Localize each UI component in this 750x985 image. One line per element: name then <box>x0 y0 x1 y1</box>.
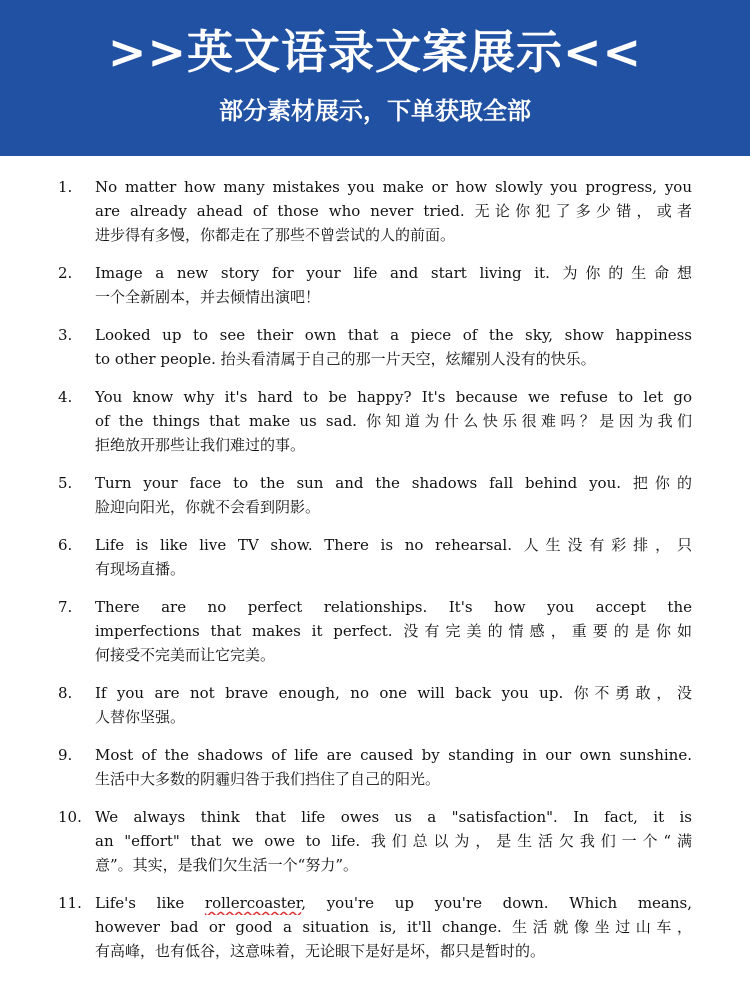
text-line: 有高峰，也有低谷，这意味着，无论眼下是好是坏，都只是暂时的。 <box>95 942 546 960</box>
text-line: We always think that life owes us a "satisfaction". In fact, it is <box>95 808 692 826</box>
text-line: 何接受不完美而让它完美。 <box>95 646 276 664</box>
list-item <box>0 805 750 877</box>
text-segment: Life's like <box>95 894 205 912</box>
text-line: 脸迎向阳光，你就不会看到阴影。 <box>95 498 321 516</box>
list-item <box>0 533 750 581</box>
item-number: 7. <box>58 598 73 616</box>
item-text <box>95 471 692 519</box>
list-item <box>0 595 750 667</box>
text-line: Image a new story for your life and start living it. 为你的生命想 <box>95 264 692 282</box>
item-number: 10. <box>58 808 82 826</box>
item-number: 6. <box>58 536 73 554</box>
item-text <box>95 385 692 457</box>
item-text <box>95 595 692 667</box>
text-line: Life is like live TV show. There is no rehearsal. 人生没有彩排，只 <box>95 536 692 554</box>
item-text <box>95 175 692 247</box>
item-number: 3. <box>58 326 73 344</box>
list-item <box>0 681 750 729</box>
quote-list <box>0 175 750 977</box>
text-line: 进步得有多慢，你都走在了那些不曾尝试的人的前面。 <box>95 226 456 244</box>
text-line: 拒绝放开那些让我们难过的事。 <box>95 436 306 454</box>
list-item <box>0 471 750 519</box>
list-item <box>0 323 750 371</box>
text-line: Looked up to see their own that a piece of the sky, show happiness <box>95 326 692 344</box>
item-text <box>95 805 692 877</box>
page-subtitle: 部分素材展示，下单获取全部 <box>219 97 531 125</box>
item-text <box>95 891 692 963</box>
text-line: 有现场直播。 <box>95 560 186 578</box>
text-line: however bad or good a situation is, it'll change. 生活就像坐过山车， <box>95 918 692 936</box>
text-line: You know why it's hard to be happy? It's because we refuse to let go <box>95 388 692 406</box>
text-line: to other people. 抬头看清属于自己的那一片天空，炫耀别人没有的快乐。 <box>95 350 596 368</box>
text-line: an "effort" that we owe to life. 我们总以为，是生活欠我们一个“满 <box>95 832 692 850</box>
page-title: >>英文语录文案展示<< <box>107 25 643 79</box>
text-line: 人替你坚强。 <box>95 708 186 726</box>
text-line: If you are not brave enough, no one will back you up. 你不勇敢，没 <box>95 684 692 702</box>
item-text <box>95 743 692 791</box>
text-line: No matter how many mistakes you make or how slowly you progress, you <box>95 178 692 196</box>
text-line: Turn your face to the sun and the shadows fall behind you. 把你的 <box>95 474 692 492</box>
text-line: 生活中大多数的阴霾归咎于我们挡住了自己的阳光。 <box>95 770 441 788</box>
item-text <box>95 681 692 729</box>
text-segment: , you're up you're down. Which means, <box>301 894 692 912</box>
text-line: 一个全新剧本，并去倾情出演吧！ <box>95 288 321 306</box>
text-line: are already ahead of those who never tried. 无论你犯了多少错，或者 <box>95 202 692 220</box>
text-line: imperfections that makes it perfect. 没有完美的情感，重要的是你如 <box>95 622 692 640</box>
item-number: 2. <box>58 264 73 282</box>
item-text <box>95 261 692 309</box>
header-banner <box>0 0 750 156</box>
item-number: 11. <box>58 894 82 912</box>
text-line: Most of the shadows of life are caused by standing in our own sunshine. <box>95 746 692 764</box>
item-text <box>95 323 692 371</box>
item-number: 9. <box>58 746 73 764</box>
list-item <box>0 385 750 457</box>
text-line: There are no perfect relationships. It's how you accept the <box>95 598 692 616</box>
list-item <box>0 261 750 309</box>
text-line: 意”。其实，是我们欠生活一个“努力”。 <box>95 856 359 874</box>
item-number: 8. <box>58 684 73 702</box>
item-text <box>95 533 692 581</box>
text-line <box>95 891 692 915</box>
text-line: of the things that make us sad. 你知道为什么快乐很难吗？是因为我们 <box>95 412 692 430</box>
list-item <box>0 743 750 791</box>
list-item <box>0 891 750 963</box>
item-number: 1. <box>58 178 73 196</box>
spellcheck-word: rollercoaster <box>204 894 302 912</box>
item-number: 5. <box>58 474 73 492</box>
list-item <box>0 175 750 247</box>
item-number: 4. <box>58 388 73 406</box>
